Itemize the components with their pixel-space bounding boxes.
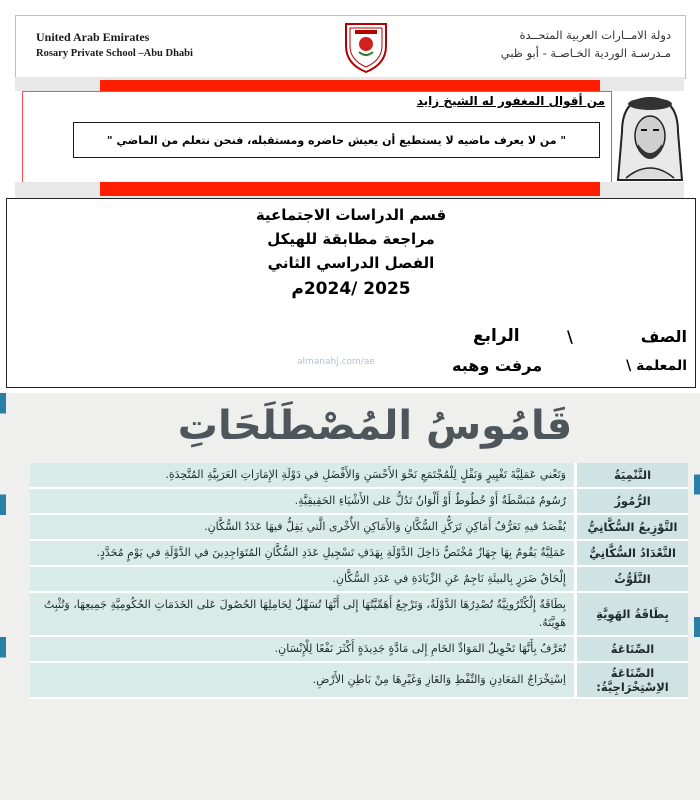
english-school-name	[36, 30, 193, 59]
quote-box	[22, 91, 612, 184]
glossary-title: قَامُوسُ المُصْطَلَحَاتِ	[177, 403, 573, 449]
glossary-row	[30, 636, 688, 662]
glossary-term: التَّلَوُّثُ	[576, 566, 689, 592]
glossary-definition: إِلْحَاقُ ضَرَرٍ بِالبيئَةِ نَاجِمٌ عَنِ الزِّيَادَةِ في عَدَدِ السُّكَّانِ.	[30, 566, 576, 592]
glossary-row	[30, 514, 688, 540]
glossary-term: الصِّنَاعَةُ	[576, 636, 689, 662]
glossary-definition: اِسْتِخْرَاجُ المَعَادِنِ وَالنِّفْطِ وَالغَازِ وَغَيْرِهَا مِنْ بَاطِنِ الأَرْضِ.	[30, 662, 576, 698]
glossary-term: التَّعْدَادُ السُّكَّانِيُّ	[576, 540, 689, 566]
red-divider-bottom	[100, 182, 600, 196]
glossary-row	[30, 540, 688, 566]
glossary-row	[30, 566, 688, 592]
teacher-label: المعلمة \	[626, 358, 687, 374]
glossary-row	[30, 463, 688, 488]
academic-year: 2025 /2024م	[291, 279, 411, 299]
glossary-term: التَّوْزِيعُ السُّكَّانِيُّ	[576, 514, 689, 540]
school-crest-logo	[341, 20, 391, 74]
glossary-row	[30, 592, 688, 636]
worksheet-cover	[0, 0, 700, 392]
glossary-term: بِطَاقَةُ الهَوِيَّةِ	[576, 592, 689, 636]
watermark: almanahj.com/ae	[297, 357, 375, 367]
en-country-line: United Arab Emirates	[36, 30, 150, 44]
review-title: مراجعة مطابقة للهيكل	[267, 230, 435, 248]
glossary-rows	[30, 463, 688, 698]
glossary-term: الرُّمُوزُ	[576, 488, 689, 514]
grade-separator: \	[567, 327, 573, 346]
sheikh-zayed-portrait	[612, 92, 688, 184]
glossary-term: التَّنْمِيَةُ	[576, 463, 689, 488]
glossary-definition: وَتَعْني عَمَلِيَّةَ تَغْيِيرٍ وَنَقْلٍ لِلْمُجْتَمَعِ نَحْوَ الأَحْسَنِ وَالأَفْضَلِ في دَوْلَةِ الإِمَارَاتِ العَرَبِيَّةِ المُتَّحِدَةِ.	[30, 463, 576, 488]
teacher-name: مرفت وهبه	[452, 356, 543, 375]
glossary-definition: رُسُومٌ مُبَسَّطَةٌ أَوْ خُطُوطٌ أَوْ أَلْوَانٌ تَدُلُّ عَلى الأَشْيَاءِ الحَقِيقِيَّةِ.	[30, 488, 576, 514]
quote-text: " من لا يعرف ماضيه لا يستطيع أن يعيش حاضره ومستقبله، فنحن نتعلم من الماضي "	[73, 122, 600, 158]
school-header	[15, 15, 686, 79]
left-edge-marks	[0, 393, 6, 800]
glossary-definition: بِطَاقَةٌ إِلْكْتْرُونِيَّةٌ تُصْدِرُهَا الدَّوْلَةُ، وَتَرْجِعُ أَهَمِّيَّتُهَا إِلى أَنَّهَا تُسَهِّلُ لِحَامِلِهَا الحُصُولَ عَلى الخَدَمَاتِ الحُكُومِيَّةِ جَمِيعِهَا، وَتُثْبِتُ هَوِيَّتَهُ.	[30, 592, 576, 636]
ar-country-line: دولة الامــارات العربية المتحــدة	[519, 28, 671, 42]
ar-school-line: مـدرسـة الوردية الخـاصـة - أبو ظبي	[500, 46, 671, 60]
glossary-row	[30, 488, 688, 514]
glossary-definition: عَمَلِيَّةٌ يَقُومُ بِهَا جِهَازٌ مُخْتَصٌّ دَاخِلَ الدَّوْلَةِ بِهَدَفِ تَسْجِيلِ عَدَدِ السُّكَّانِ المُتَوَاجِدِينَ في الدَّوْلَةِ في يَوْمٍ مُحَدَّدٍ.	[30, 540, 576, 566]
glossary-definition: يُقْصَدُ فيهِ تَعَرُّفُ أَمَاكِنِ تَرَكُّزِ السُّكَّانِ وَالأَمَاكِنِ الأُخْرى الَّتي يَقِلُّ فيهَا عَدَدُ السُّكَّانِ.	[30, 514, 576, 540]
glossary-row	[30, 662, 688, 698]
grade-value: الرابع	[473, 326, 520, 346]
course-info-box	[6, 198, 696, 388]
en-school-line: Rosary Private School –Abu Dhabi	[36, 48, 193, 59]
glossary-table	[30, 463, 688, 699]
glossary-page	[0, 393, 700, 800]
right-edge-marks	[694, 393, 700, 800]
term-title: الفصل الدراسي الثاني	[267, 254, 435, 272]
glossary-term: الصِّنَاعَةُ الاِسْتِخْرَاجِيَّةُ:	[576, 662, 689, 698]
department-title: قسم الدراسات الاجتماعية	[255, 206, 447, 224]
arabic-school-name	[501, 26, 671, 62]
quote-title: من أقوال المغفور له الشيخ زايد	[416, 94, 605, 108]
grade-label: الصف	[640, 327, 687, 346]
red-divider-top	[100, 80, 600, 91]
glossary-definition: تُعَرَّفُ بِأَنَّهَا تَحْوِيلُ المَوَادِّ الخَامِ إِلى مَادَّةٍ جَدِيدَةٍ أَكْثَرَ نَفْعًا لِلْإِنْسَانِ.	[30, 636, 576, 662]
